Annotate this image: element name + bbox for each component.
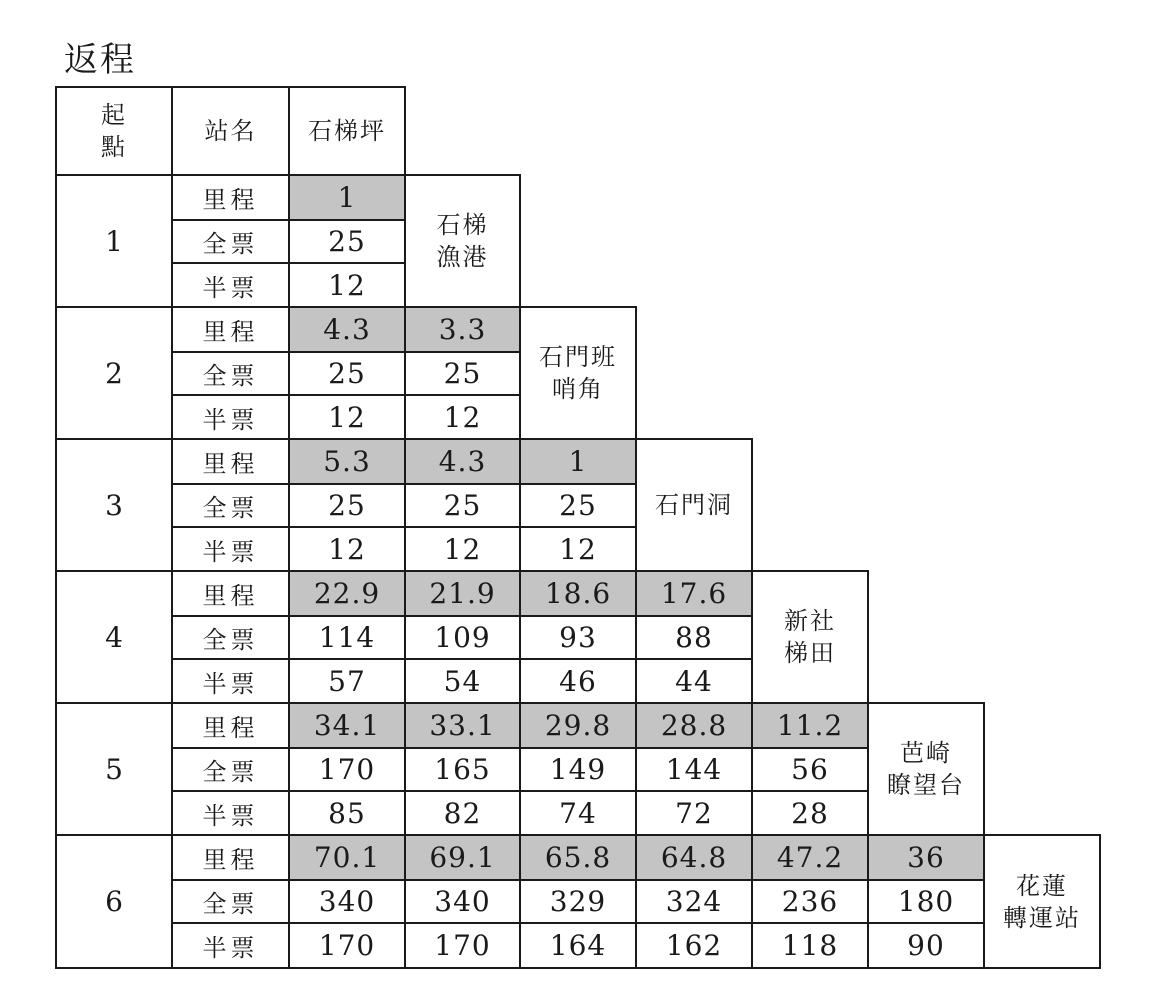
station-header: 石門洞 xyxy=(635,438,753,572)
mileage-cell: 11.2 xyxy=(751,702,869,749)
full-fare-cell: 25 xyxy=(288,219,406,264)
group-number: 2 xyxy=(55,306,173,440)
half-fare-cell: 164 xyxy=(519,922,637,969)
full-fare-cell: 165 xyxy=(404,747,521,792)
half-fare-cell: 12 xyxy=(404,394,521,440)
full-fare-cell: 144 xyxy=(635,747,753,792)
header-station-name: 站名 xyxy=(171,86,290,176)
row-label: 全票 xyxy=(171,351,290,396)
half-fare-cell: 12 xyxy=(288,394,406,440)
mileage-cell: 3.3 xyxy=(404,306,521,353)
half-fare-cell: 72 xyxy=(635,790,753,836)
half-fare-cell: 46 xyxy=(519,658,637,704)
half-fare-cell: 162 xyxy=(635,922,753,969)
half-fare-cell: 12 xyxy=(288,526,406,572)
row-label: 半票 xyxy=(171,790,290,836)
full-fare-cell: 25 xyxy=(404,483,521,528)
mileage-cell: 36 xyxy=(867,834,985,881)
full-fare-cell: 149 xyxy=(519,747,637,792)
row-label: 全票 xyxy=(171,219,290,264)
row-label: 里程 xyxy=(171,702,290,749)
row-label: 里程 xyxy=(171,438,290,485)
group-number: 3 xyxy=(55,438,173,572)
full-fare-cell: 340 xyxy=(288,879,406,924)
full-fare-cell: 109 xyxy=(404,615,521,660)
full-fare-cell: 170 xyxy=(288,747,406,792)
row-label: 半票 xyxy=(171,526,290,572)
group-number: 6 xyxy=(55,834,173,969)
half-fare-cell: 170 xyxy=(288,922,406,969)
station-header: 石門班 哨角 xyxy=(519,306,637,440)
row-label: 半票 xyxy=(171,658,290,704)
half-fare-cell: 170 xyxy=(404,922,521,969)
full-fare-cell: 324 xyxy=(635,879,753,924)
mileage-cell: 65.8 xyxy=(519,834,637,881)
mileage-cell: 1 xyxy=(519,438,637,485)
header-start-point: 起 點 xyxy=(55,86,173,176)
full-fare-cell: 114 xyxy=(288,615,406,660)
row-label: 全票 xyxy=(171,879,290,924)
half-fare-cell: 12 xyxy=(288,262,406,308)
half-fare-cell: 12 xyxy=(519,526,637,572)
full-fare-cell: 88 xyxy=(635,615,753,660)
mileage-cell: 34.1 xyxy=(288,702,406,749)
group-number: 4 xyxy=(55,570,173,704)
row-label: 半票 xyxy=(171,922,290,969)
row-label: 里程 xyxy=(171,306,290,353)
half-fare-cell: 44 xyxy=(635,658,753,704)
station-header: 芭崎 瞭望台 xyxy=(867,702,985,836)
half-fare-cell: 54 xyxy=(404,658,521,704)
mileage-cell: 28.8 xyxy=(635,702,753,749)
row-label: 全票 xyxy=(171,747,290,792)
station-header: 新社 梯田 xyxy=(751,570,869,704)
row-label: 里程 xyxy=(171,834,290,881)
half-fare-cell: 12 xyxy=(404,526,521,572)
full-fare-cell: 25 xyxy=(288,483,406,528)
mileage-cell: 21.9 xyxy=(404,570,521,617)
mileage-cell: 18.6 xyxy=(519,570,637,617)
full-fare-cell: 25 xyxy=(404,351,521,396)
row-label: 全票 xyxy=(171,483,290,528)
station-header: 石梯 漁港 xyxy=(404,174,521,308)
full-fare-cell: 56 xyxy=(751,747,869,792)
row-label: 半票 xyxy=(171,262,290,308)
half-fare-cell: 82 xyxy=(404,790,521,836)
mileage-cell: 4.3 xyxy=(404,438,521,485)
group-number: 5 xyxy=(55,702,173,836)
half-fare-cell: 90 xyxy=(867,922,985,969)
mileage-cell: 4.3 xyxy=(288,306,406,353)
full-fare-cell: 180 xyxy=(867,879,985,924)
station-header: 花蓮 轉運站 xyxy=(983,834,1101,969)
row-label: 全票 xyxy=(171,615,290,660)
row-label: 半票 xyxy=(171,394,290,440)
half-fare-cell: 118 xyxy=(751,922,869,969)
full-fare-cell: 25 xyxy=(519,483,637,528)
mileage-cell: 22.9 xyxy=(288,570,406,617)
full-fare-cell: 329 xyxy=(519,879,637,924)
half-fare-cell: 74 xyxy=(519,790,637,836)
mileage-cell: 17.6 xyxy=(635,570,753,617)
half-fare-cell: 28 xyxy=(751,790,869,836)
row-label: 里程 xyxy=(171,174,290,221)
half-fare-cell: 57 xyxy=(288,658,406,704)
full-fare-cell: 236 xyxy=(751,879,869,924)
half-fare-cell: 85 xyxy=(288,790,406,836)
row-label: 里程 xyxy=(171,570,290,617)
mileage-cell: 64.8 xyxy=(635,834,753,881)
mileage-cell: 69.1 xyxy=(404,834,521,881)
mileage-cell: 5.3 xyxy=(288,438,406,485)
mileage-cell: 33.1 xyxy=(404,702,521,749)
full-fare-cell: 93 xyxy=(519,615,637,660)
page-title: 返程 xyxy=(64,40,136,80)
mileage-cell: 70.1 xyxy=(288,834,406,881)
mileage-cell: 1 xyxy=(288,174,406,221)
mileage-cell: 47.2 xyxy=(751,834,869,881)
station-header: 石梯坪 xyxy=(288,86,406,176)
mileage-cell: 29.8 xyxy=(519,702,637,749)
group-number: 1 xyxy=(55,174,173,308)
full-fare-cell: 25 xyxy=(288,351,406,396)
full-fare-cell: 340 xyxy=(404,879,521,924)
